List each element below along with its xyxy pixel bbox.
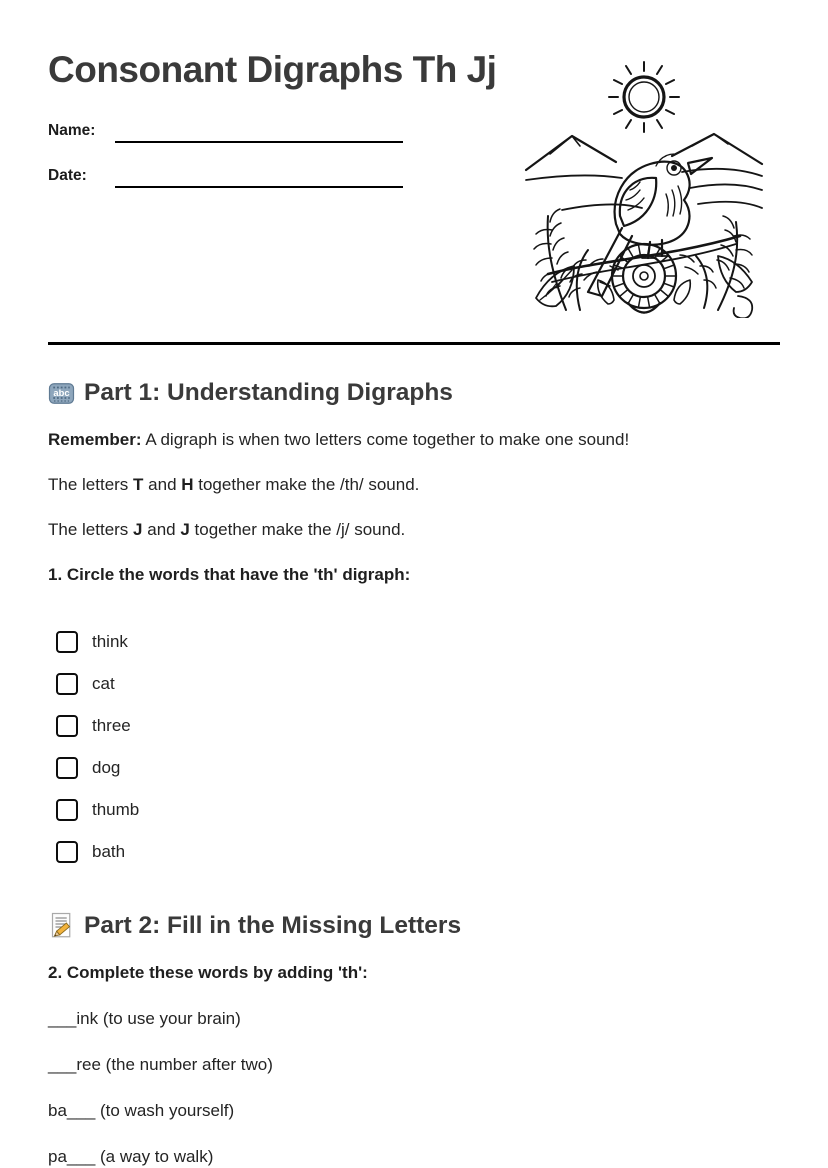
word-checkbox-think[interactable]	[56, 631, 78, 653]
th-line-letter-t: T	[133, 475, 143, 494]
word-checkbox-three[interactable]	[56, 715, 78, 737]
word-row-think	[56, 631, 780, 654]
word-label: dog	[92, 758, 120, 778]
word-row-bath	[56, 841, 780, 864]
word-row-three	[56, 715, 780, 738]
part1-heading	[48, 379, 780, 407]
part2-heading	[48, 912, 780, 940]
word-label: think	[92, 632, 128, 652]
word-label: cat	[92, 674, 115, 694]
j-line-pre: The letters	[48, 520, 133, 539]
part2-heading-text: Part 2: Fill in the Missing Letters	[84, 912, 461, 940]
th-line-mid: and	[143, 475, 181, 494]
word-row-thumb	[56, 799, 780, 822]
fill-item-bath[interactable]: ba___ (to wash yourself)	[48, 1100, 780, 1123]
name-label: Name:	[48, 119, 115, 143]
th-line-pre: The letters	[48, 475, 133, 494]
j-line-letter-j2: J	[180, 520, 189, 539]
fill-item-think[interactable]: ___ink (to use your brain)	[48, 1008, 780, 1031]
th-word-checklist	[48, 631, 780, 864]
j-line-letter-j1: J	[133, 520, 142, 539]
th-line-post: together make the /th/ sound.	[194, 475, 420, 494]
bird-sun-ferns-woodcut-illustration	[522, 60, 766, 318]
word-label: thumb	[92, 800, 139, 820]
remember-text: A digraph is when two letters come together to make one sound!	[142, 430, 630, 449]
svg-text:abc: abc	[53, 387, 69, 397]
th-line-letter-h: H	[181, 475, 193, 494]
word-checkbox-bath[interactable]	[56, 841, 78, 863]
word-checkbox-thumb[interactable]	[56, 799, 78, 821]
j-line-post: together make the /j/ sound.	[190, 520, 405, 539]
word-row-dog	[56, 757, 780, 780]
remember-line	[48, 429, 780, 452]
word-label: three	[92, 716, 131, 736]
name-write-line[interactable]	[115, 119, 403, 143]
page-title: Consonant Digraphs Th Jj	[48, 48, 548, 91]
worksheet-header	[48, 48, 780, 322]
fill-item-three[interactable]: ___ree (the number after two)	[48, 1054, 780, 1077]
word-label: bath	[92, 842, 125, 862]
th-rule-line	[48, 474, 780, 497]
question1-text: 1. Circle the words that have the 'th' digraph:	[48, 564, 780, 587]
word-checkbox-cat[interactable]	[56, 673, 78, 695]
j-rule-line	[48, 519, 780, 542]
remember-label: Remember:	[48, 430, 142, 449]
abc-keyboard-icon	[48, 380, 75, 407]
word-row-cat	[56, 673, 780, 696]
memo-pencil-icon	[48, 912, 75, 939]
date-label: Date:	[48, 164, 115, 188]
question2-text: 2. Complete these words by adding 'th':	[48, 962, 780, 985]
j-line-mid: and	[143, 520, 181, 539]
section-divider	[48, 342, 780, 345]
date-write-line[interactable]	[115, 164, 403, 188]
part1-heading-text: Part 1: Understanding Digraphs	[84, 379, 453, 407]
fill-item-path[interactable]: pa___ (a way to walk)	[48, 1146, 780, 1168]
word-checkbox-dog[interactable]	[56, 757, 78, 779]
